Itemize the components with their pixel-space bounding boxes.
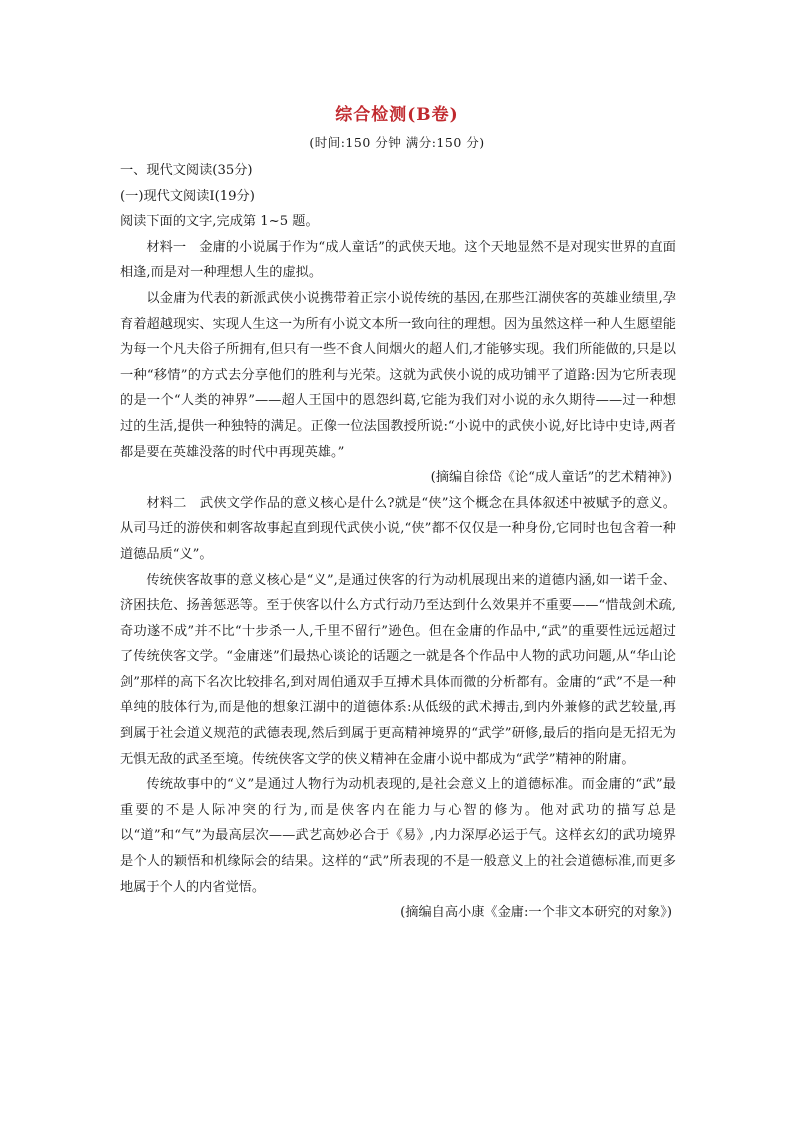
exam-info: (时间:150 分钟 满分:150 分) (309, 135, 485, 150)
page-title: 综合检测(B卷) (335, 105, 459, 125)
source-citation: (摘编自高小康《金庸:一个非文本研究的对象》) (400, 905, 672, 921)
source-citation: (摘编自徐岱《论“成人童话”的艺术精神》) (430, 470, 672, 486)
paragraph: 传统故事中的“义”是通过人物行为动机表现的,是社会意义上的道德标准。而金庸的“武”最重要的不是人际冲突的行为,而是侠客内在能力与心智的修为。他对武功的描写总是以“道”和“气”为最高层次——武艺高妙必合于《易》,内力深厚必运于气。这样玄幻的武功境界是个人的颖悟和机缘际会的结果。这样的“武”所表现的不是一般意义上的社会道德标准,而更多地属于个人的内省觉悟。 (120, 777, 676, 895)
paragraph: 传统侠客故事的意义核心是“义”,是通过侠客的行为动机展现出来的道德内涵,如一诺千金、济困扶危、扬善惩恶等。至于侠客以什么方式行动乃至达到什么效果并不重要——“惜哉剑术疏,奇功遂不成”并不比“十步杀一人,千里不留行”逊色。但在金庸的作品中,“武”的重要性远远超过了传统侠客文学。“金庸迷”们最热心谈论的话题之一就是各个作品中人物的武功问题,从“华山论剑”那样的高下名次比较排名,到对周伯通双手互搏术具体而微的分析都有。金庸的“武”不是一种单纯的肢体行为,而是他的想象江湖中的道德体系:从低级的武术搏击,到内外兼修的武艺较量,再到属于社会道义规范的武德表现,然后到属于更高精神境界的“武学”研修,最后的指向是无招无为无惧无敌的武圣至境。传统侠客文学的侠义精神在金庸小说中都成为“武学”精神的附庸。 (120, 572, 676, 767)
section-heading: 一、现代文阅读(35分) (120, 163, 253, 178)
paragraph-material-two: 材料二 武侠文学作品的意义核心是什么?就是“侠”这个概念在具体叙述中被赋予的意义。从司马迁的游侠和刺客故事起直到现代武侠小说,“侠”都不仅仅是一种身份,它同时也包含着一种道德品质“义”。 (120, 495, 676, 562)
paragraph-material-one: 材料一 金庸的小说属于作为“成人童话”的武侠天地。这个天地显然不是对现实世界的直面相逢,而是对一种理想人生的虚拟。 (120, 239, 676, 281)
document-body (120, 158, 676, 926)
paragraph: 以金庸为代表的新派武侠小说携带着正宗小说传统的基因,在那些江湖侠客的英雄业绩里,孕育着超越现实、实现人生这一为所有小说文本所一致向往的理想。因为虽然这样一种人生愿望能为每一个凡夫俗子所拥有,但只有一些不食人间烟火的超人们,才能够实现。我们所能做的,只是以一种“移情”的方式去分享他们的胜利与光荣。这就为武侠小说的成功铺平了道路:因为它所表现的是一个“人类的神界”——超人王国中的恩怨纠葛,它能为我们对小说的永久期待——过一种想过的生活,提供一种独特的满足。正像一位法国教授所说:“小说中的武侠小说,好比诗中史诗,两者都是要在英雄没落的时代中再现英雄。” (120, 290, 676, 460)
instruction: 阅读下面的文字,完成第 1~5 题。 (120, 214, 319, 230)
subsection-heading: (一)现代文阅读Ⅰ(19分) (120, 188, 255, 204)
